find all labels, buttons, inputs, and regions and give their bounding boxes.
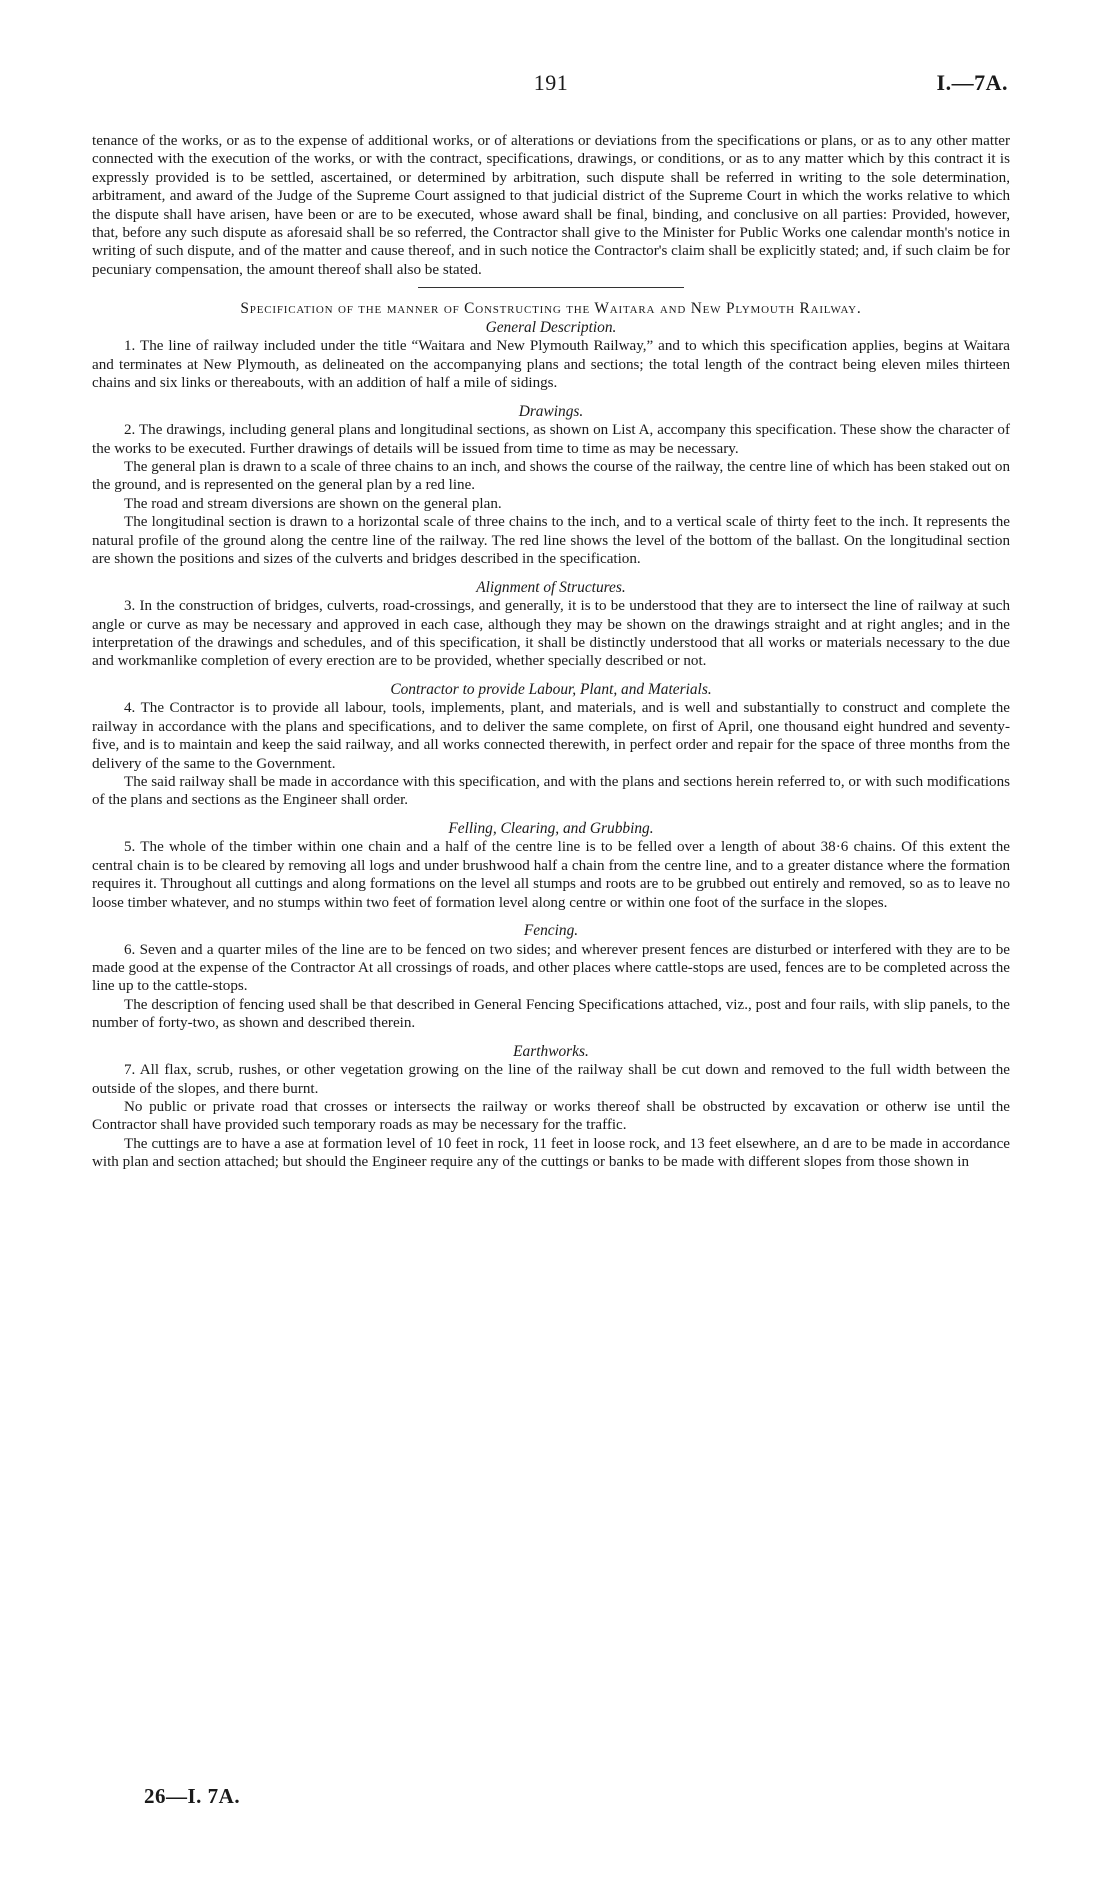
document-body: [92, 132, 1010, 1172]
document-reference: I.—7A.: [936, 70, 1008, 95]
clause-7c: The cuttings are to have a ase at formation level of 10 feet in rock, 11 feet in loose rock, and 13 feet elsewhere, an d are to be made in accordance with plan and section attached; but should the Engineer require any of the cuttings or banks to be made with different slopes from those shown in: [92, 1135, 1010, 1171]
signature-reference: 26—I. 7A.: [144, 1784, 241, 1808]
clause-4a: 4. The Contractor is to provide all labour, tools, implements, plant, and materials, and is well and substantially to construct and complete the railway in accordance with the plans and specifications, and to deliver the same complete, on first of April, one thousand eight hundred and seventy-five, and is to maintain and keep the said railway, and all works connected therewith, in perfect order and repair for the space of three months from the delivery of the same to the Government.: [92, 700, 1010, 772]
heading-drawings: Drawings.: [518, 402, 584, 420]
clause-2b: The general plan is drawn to a scale of three chains to an inch, and shows the course of the railway, the centre line of which has been staked out on the ground, and is represented on the general plan by a red line.: [92, 459, 1010, 494]
heading-general-description: General Description.: [485, 318, 617, 336]
page-number: 191: [533, 70, 569, 95]
clause-5: 5. The whole of the timber within one chain and a half of the centre line is to be felled over a length of about 38·6 chains. Of this extent the central chain is to be cleared by removing all logs and under brushwood half a chain from the centre line, and to a greater distance where the formation requires it. Throughout all cuttings and along formations on the level all stumps and roots are to be grubbed out entirely and removed, so as to leave no loose timber whatever, and no stumps within two feet of formation level along centre or within one foot of the surface in the slopes.: [92, 839, 1010, 911]
clause-7a: 7. All flax, scrub, rushes, or other vegetation growing on the line of the railway shall be cut down and removed to the full width between the outside of the slopes, and there burnt.: [92, 1062, 1010, 1097]
section-divider: [418, 287, 684, 288]
heading-fencing: Fencing.: [523, 921, 579, 939]
clause-6b: The description of fencing used shall be that described in General Fencing Specifications attached, viz., post and four rails, with slip panels, to the number of forty-two, as shown and described therein.: [92, 996, 1010, 1032]
clause-1: 1. The line of railway included under the title “Waitara and New Plymouth Railway,” and to which this specification applies, begins at Waitara and terminates at New Plymouth, as delineated on the accompanying plans and sections; the total length of the contract being eleven miles thirteen chains and six links or thereabouts, with an addition of half a mile of sidings.: [92, 338, 1010, 392]
clause-2c: The road and stream diversions are shown on the general plan.: [124, 495, 502, 512]
clause-2d: The longitudinal section is drawn to a horizontal scale of three chains to the inch, and to a vertical scale of thirty feet to the inch. It represents the natural profile of the ground along the centre line of the railway. The red line shows the level of the bottom of the ballast. On the longitudinal section are shown the positions and sizes of the culverts and bridges described in the specification.: [92, 514, 1010, 568]
heading-alignment: Alignment of Structures.: [476, 578, 626, 596]
clause-4b: The said railway shall be made in accordance with this specification, and with the plans and sections herein referred to, or with such modifications of the plans and sections as the Engineer shall order.: [92, 773, 1010, 809]
specification-title: Specification of the manner of Constructing the Waitara and New Plymouth Railway.: [240, 300, 862, 318]
clause-7b: No public or private road that crosses or intersects the railway or works thereof shall be obstructed by excavation or otherw ise until the Contractor shall have provided such temporary roads as may be necessary for the traffic.: [92, 1099, 1010, 1134]
intro-paragraph: tenance of the works, or as to the expense of additional works, or of alterations or deviations from the specifications or plans, or as to any other matter connected with the execution of the works, or with the contract, specifications, drawings, or conditions, or as to any matter which by this contract it is expressly provided is to be settled, ascertained, or determined by arbitration, such dispute shall be referred in writing to the sole determination, arbitrament, and award of the Judge of the Supreme Court assigned to that judicial district of the Supreme Court in which the works relative to which the dispute shall have arisen, have been or are to be executed, whose award shall be final, binding, and conclusive on all parties: Provided, however, that, before any such dispute as aforesaid shall be so referred, the Contractor shall give to the Minister for Public Works one calendar month's notice in writing of such dispute, and of the matter and cause thereof, and in such notice the Contractor's claim shall be explicitly stated; and, if such claim be for pecuniary compensation, the amount thereof shall also be stated.: [92, 133, 1010, 278]
heading-contractor: Contractor to provide Labour, Plant, and Materials.: [390, 680, 712, 698]
heading-earthworks: Earthworks.: [513, 1042, 589, 1060]
clause-2a: 2. The drawings, including general plans and longitudinal sections, as shown on List A, accompany this specification. These show the character of the works to be executed. Further drawings of details will be issued from time to time as may be necessary.: [92, 422, 1010, 457]
clause-6a: 6. Seven and a quarter miles of the line are to be fenced on two sides; and wherever present fences are disturbed or interfered with they are to be made good at the expense of the Contractor At all crossings of roads, and other places where cattle-stops are used, fences are to be completed across the line up to the cattle-stops.: [92, 941, 1010, 995]
page-header: [92, 70, 1010, 104]
heading-felling: Felling, Clearing, and Grubbing.: [448, 819, 654, 837]
clause-3: 3. In the construction of bridges, culverts, road-crossings, and generally, it is to be understood that they are to intersect the line of railway at such angle or curve as may be necessary and approved in each case, although they may be shown on the drawings straight and at right angles; and in the interpretation of the drawings and schedules, and of this specification, it shall be distinctly understood that all works or materials necessary to the due and workmanlike completion of every erection are to be provided, whether specially described or not.: [92, 598, 1010, 670]
